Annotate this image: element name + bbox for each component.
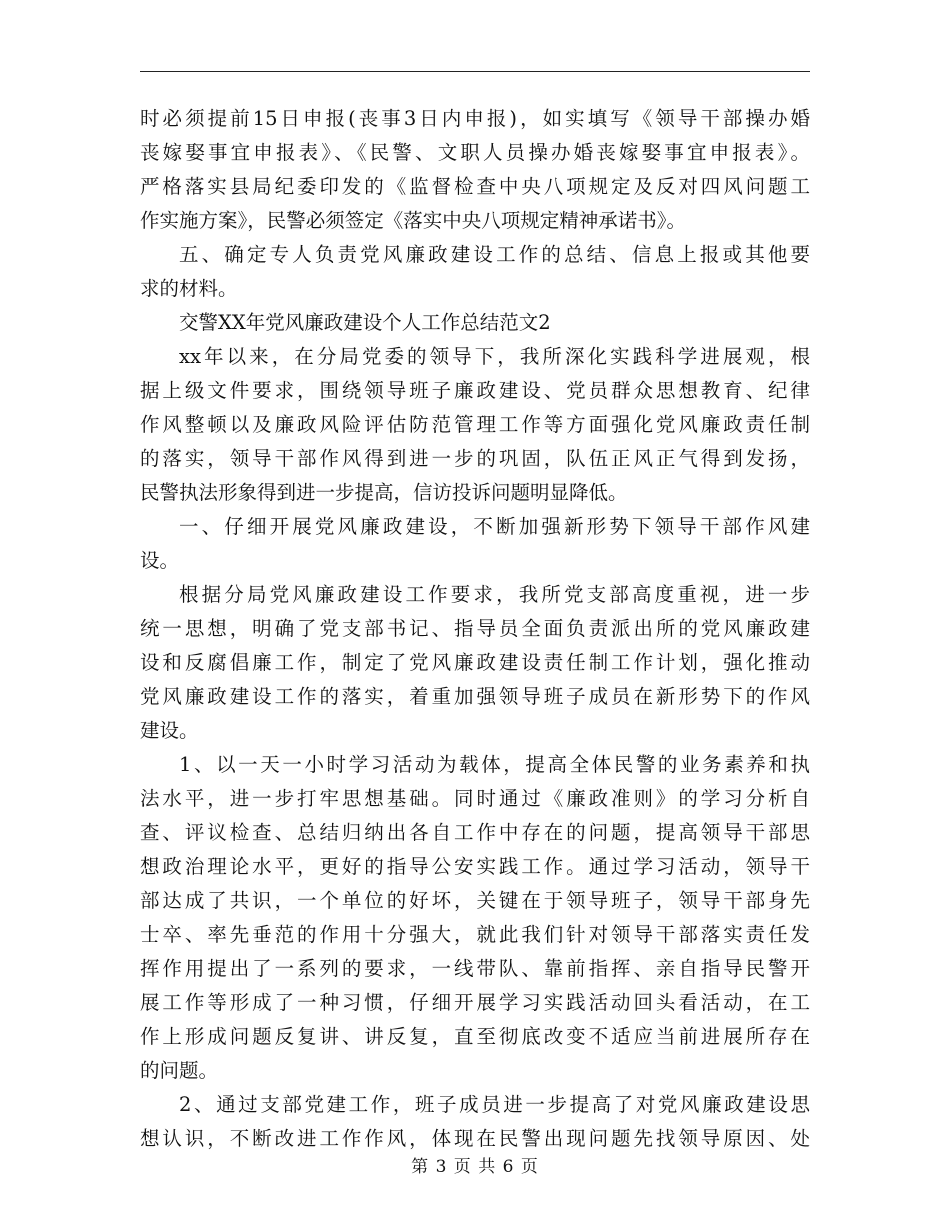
text-line: 查、评议检查、总结归纳出各自工作中存在的问题，提高领导干部思 (140, 821, 810, 844)
text-line: 一、仔细开展党风廉政建设，不断加强新形势下领导干部作风建 (179, 515, 810, 538)
text-line: 想政治理论水平，更好的指导公安实践工作。通过学习活动，领导干 (140, 855, 810, 878)
text-line: 法水平，进一步打牢思想基础。同时通过《廉政准则》的学习分析自 (140, 787, 810, 810)
text-line: 党风廉政建设工作的落实，着重加强领导班子成员在新形势下的作风 (140, 685, 810, 708)
text-line: 挥作用提出了一系列的要求，一线带队、靠前指挥、亲自指导民警开 (140, 957, 810, 980)
document-body (140, 102, 810, 1156)
text-line: 作实施方案》，民警必须签定《落实中央八项规定精神承诺书》。 (140, 209, 687, 232)
text-line: 部达成了共识，一个单位的好坏，关键在于领导班子，领导干部身先 (140, 889, 810, 912)
text-line: 2、通过支部党建工作，班子成员进一步提高了对党风廉政建设思 (179, 1093, 810, 1116)
text-line: 展工作等形成了一种习惯，仔细开展学习实践活动回头看活动，在工 (140, 991, 810, 1014)
text-line: 1、以一天一小时学习活动为载体，提高全体民警的业务素养和执 (179, 753, 810, 776)
text-line: 交警XX年党风廉政建设个人工作总结范文2 (179, 311, 551, 334)
text-line: 丧嫁娶事宜申报表》、《民警、文职人员操办婚丧嫁娶事宜申报表》。 (140, 141, 810, 164)
text-line: 据上级文件要求，围绕领导班子廉政建设、党员群众思想教育、纪律 (140, 379, 810, 402)
text-line: 统一思想，明确了党支部书记、指导员全面负责派出所的党风廉政建 (140, 617, 810, 640)
text-line: 五、确定专人负责党风廉政建设工作的总结、信息上报或其他要 (179, 243, 810, 266)
page-footer: 第 3 页 共 6 页 (411, 1157, 539, 1177)
text-line: 作风整顿以及廉政风险评估防范管理工作等方面强化党风廉政责任制 (140, 413, 810, 436)
text-line: 民警执法形象得到进一步提高，信访投诉问题明显降低。 (140, 481, 628, 504)
text-line: 士卒、率先垂范的作用十分强大，就此我们针对领导干部落实责任发 (140, 923, 810, 946)
text-line: 根据分局党风廉政建设工作要求，我所党支部高度重视，进一步 (179, 583, 810, 606)
text-line: 作上形成问题反复讲、讲反复，直至彻底改变不适应当前进展所存在 (140, 1025, 810, 1048)
header-rule (140, 71, 810, 72)
text-line: 严格落实县局纪委印发的《监督检查中央八项规定及反对四风问题工 (140, 175, 810, 198)
text-line: 想认识，不断改进工作作风，体现在民警出现问题先找领导原因、处 (140, 1127, 810, 1150)
text-line: 求的材料。 (140, 277, 238, 300)
text-line: 时必须提前15日申报(丧事3日内申报)，如实填写《领导干部操办婚 (140, 107, 810, 130)
text-line: 建设。 (140, 719, 199, 742)
text-line: xx年以来，在分局党委的领导下，我所深化实践科学进展观，根 (179, 345, 810, 368)
text-line: 的落实，领导干部作风得到进一步的巩固，队伍正风正气得到发扬， (140, 447, 810, 470)
text-line: 设。 (140, 549, 180, 572)
text-line: 设和反腐倡廉工作，制定了党风廉政建设责任制工作计划，强化推动 (140, 651, 810, 674)
text-line: 的问题。 (140, 1059, 219, 1082)
